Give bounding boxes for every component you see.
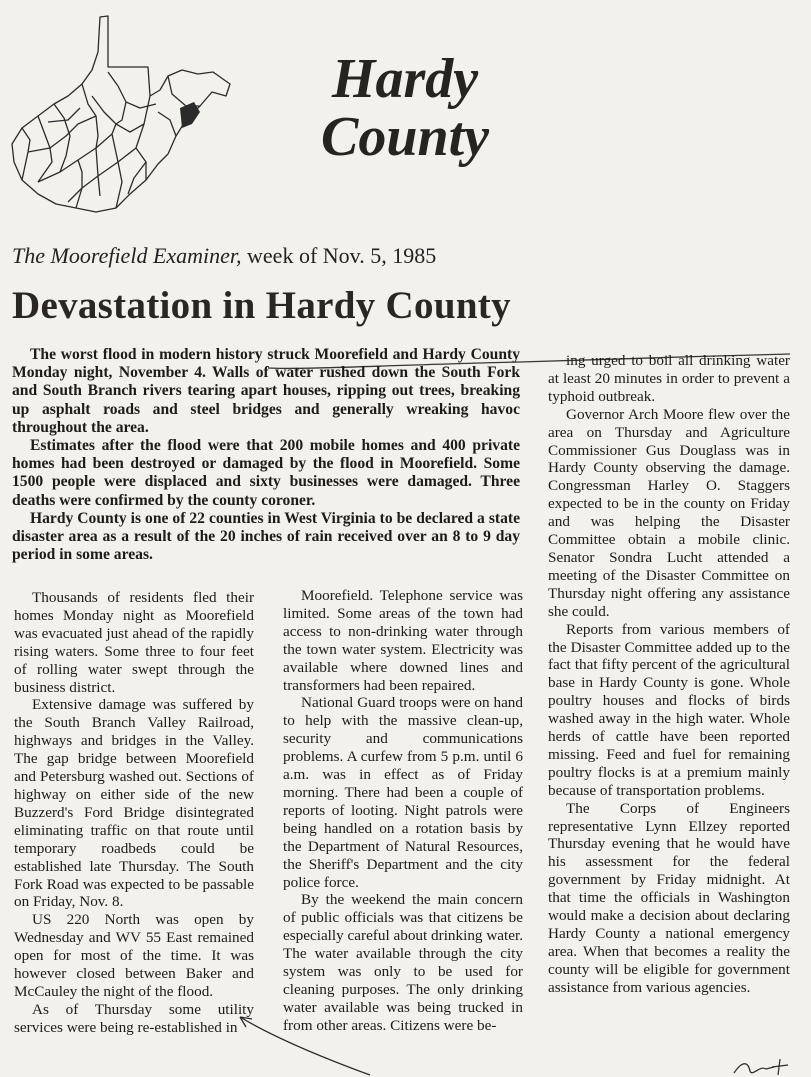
pen-arrow-mark bbox=[230, 1005, 380, 1077]
column-paragraph: Thousands of residents fled their homes Monday night as Moorefield was evacuated just ahead of the rapidly rising waters. Some three to four feet of rolling water swept through the business district. bbox=[14, 589, 254, 696]
column-paragraph: Governor Arch Moore flew over the area on Thursday and Agriculture Commissioner Gus Douglass was in Hardy County observing the damage. Congressman Harley O. Staggers expected to be in the county on Friday and was helping the Disaster Committee obtain a mobile clinic. Senator Sondra Lucht attended a meeting of the Disaster Committee on Thursday night offering any assistance she could. bbox=[548, 405, 790, 620]
publication-date: week of Nov. 5, 1985 bbox=[247, 243, 437, 268]
column-paragraph: Moorefield. Telephone service was limited. Some areas of the town had access to non-drinking water through the town water system. Electricity was available where downed lines and transformers had been repaired. bbox=[283, 587, 523, 694]
west-virginia-map-icon bbox=[8, 12, 233, 217]
article-column-3 bbox=[548, 352, 790, 997]
masthead-title bbox=[290, 50, 520, 166]
masthead-title-line1: Hardy bbox=[331, 48, 479, 110]
column-paragraph: US 220 North was open by Wednesday and WV 55 East remained open for most of the time. It was however closed between Baker and McCauley the night of the flood. bbox=[14, 911, 254, 1000]
article-column-2 bbox=[283, 587, 523, 1035]
lead-paragraph: The worst flood in modern history struck Moorefield and Hardy County Monday night, November 4. Walls of water rushed down the South Fork and South Branch rivers tearing apart houses, ripping out trees, breaking up asphalt roads and steel bridges and generally wreaking havoc throughout the area. bbox=[12, 346, 520, 436]
lead-paragraph: Hardy County is one of 22 counties in West Virginia to be declared a state disaster area as a result of the 20 inches of rain received over an 8 to 9 day period in some areas. bbox=[12, 509, 520, 564]
column-paragraph: Extensive damage was suffered by the South Branch Valley Railroad, highways and bridges in the Valley. The gap bridge between Moorefield and Petersburg washed out. Sections of highway on either side of the new Buzzerd's Ford Bridge disintegrated eliminating traffic on that route until temporary roadbeds could be established late Thursday. The South Fork Road was expected to be passable on Friday, Nov. 8. bbox=[14, 696, 254, 911]
publication-name: The Moorefield Examiner, bbox=[12, 243, 242, 268]
article-column-1 bbox=[14, 589, 254, 1037]
column-paragraph: As of Thursday some utility services were being re-established in bbox=[14, 1000, 254, 1036]
lead-paragraphs bbox=[12, 346, 520, 564]
column-paragraph: By the weekend the main concern of public officials was that citizens be especially careful about drinking water. The water available through the city system was only to be used for cleaning purposes. The only drinking water available was being trucked in from other areas. Citizens were be- bbox=[283, 891, 523, 1034]
masthead-title-line2: County bbox=[320, 106, 490, 168]
column-paragraph: ing urged to boil all drinking water at least 20 minutes in order to prevent a typhoid outbreak. bbox=[548, 352, 790, 405]
column-paragraph: The Corps of Engineers representative Lynn Ellzey reported Thursday evening that he would have his assessment for the federal government by Friday midnight. At that time the officials in Washington would make a decision about declaring Hardy County a national emergency area. When that becomes a reality the county will be eligible for government assistance from various agencies. bbox=[548, 799, 790, 996]
handwritten-scribble bbox=[730, 1055, 810, 1077]
lead-paragraph: Estimates after the flood were that 200 mobile homes and 400 private homes had been destroyed or damaged by the flood in Moorefield. Some 1500 people were displaced and sixty businesses were damaged. Three deaths were confirmed by the county coroner. bbox=[12, 437, 520, 509]
column-paragraph: Reports from various members of the Disaster Committee added up to the fact that fifty percent of the agricultural base in Hardy County is gone. Whole poultry houses and flocks of birds washed away in the high water. Whole herds of cattle have been reported missing. Feed and fuel for remaining poultry flocks is at a premium mainly because of transportation problems. bbox=[548, 620, 790, 799]
article-headline: Devastation in Hardy County bbox=[12, 284, 511, 327]
column-paragraph: National Guard troops were on hand to help with the massive clean-up, security and communications problems. A curfew from 5 p.m. until 6 a.m. was in effect as of Friday morning. There had been a couple of reports of looting. Night patrols were being handled on a rotation basis by the Department of Natural Resources, the Sheriff's Department and the city police force. bbox=[283, 694, 523, 891]
source-line bbox=[12, 243, 436, 269]
